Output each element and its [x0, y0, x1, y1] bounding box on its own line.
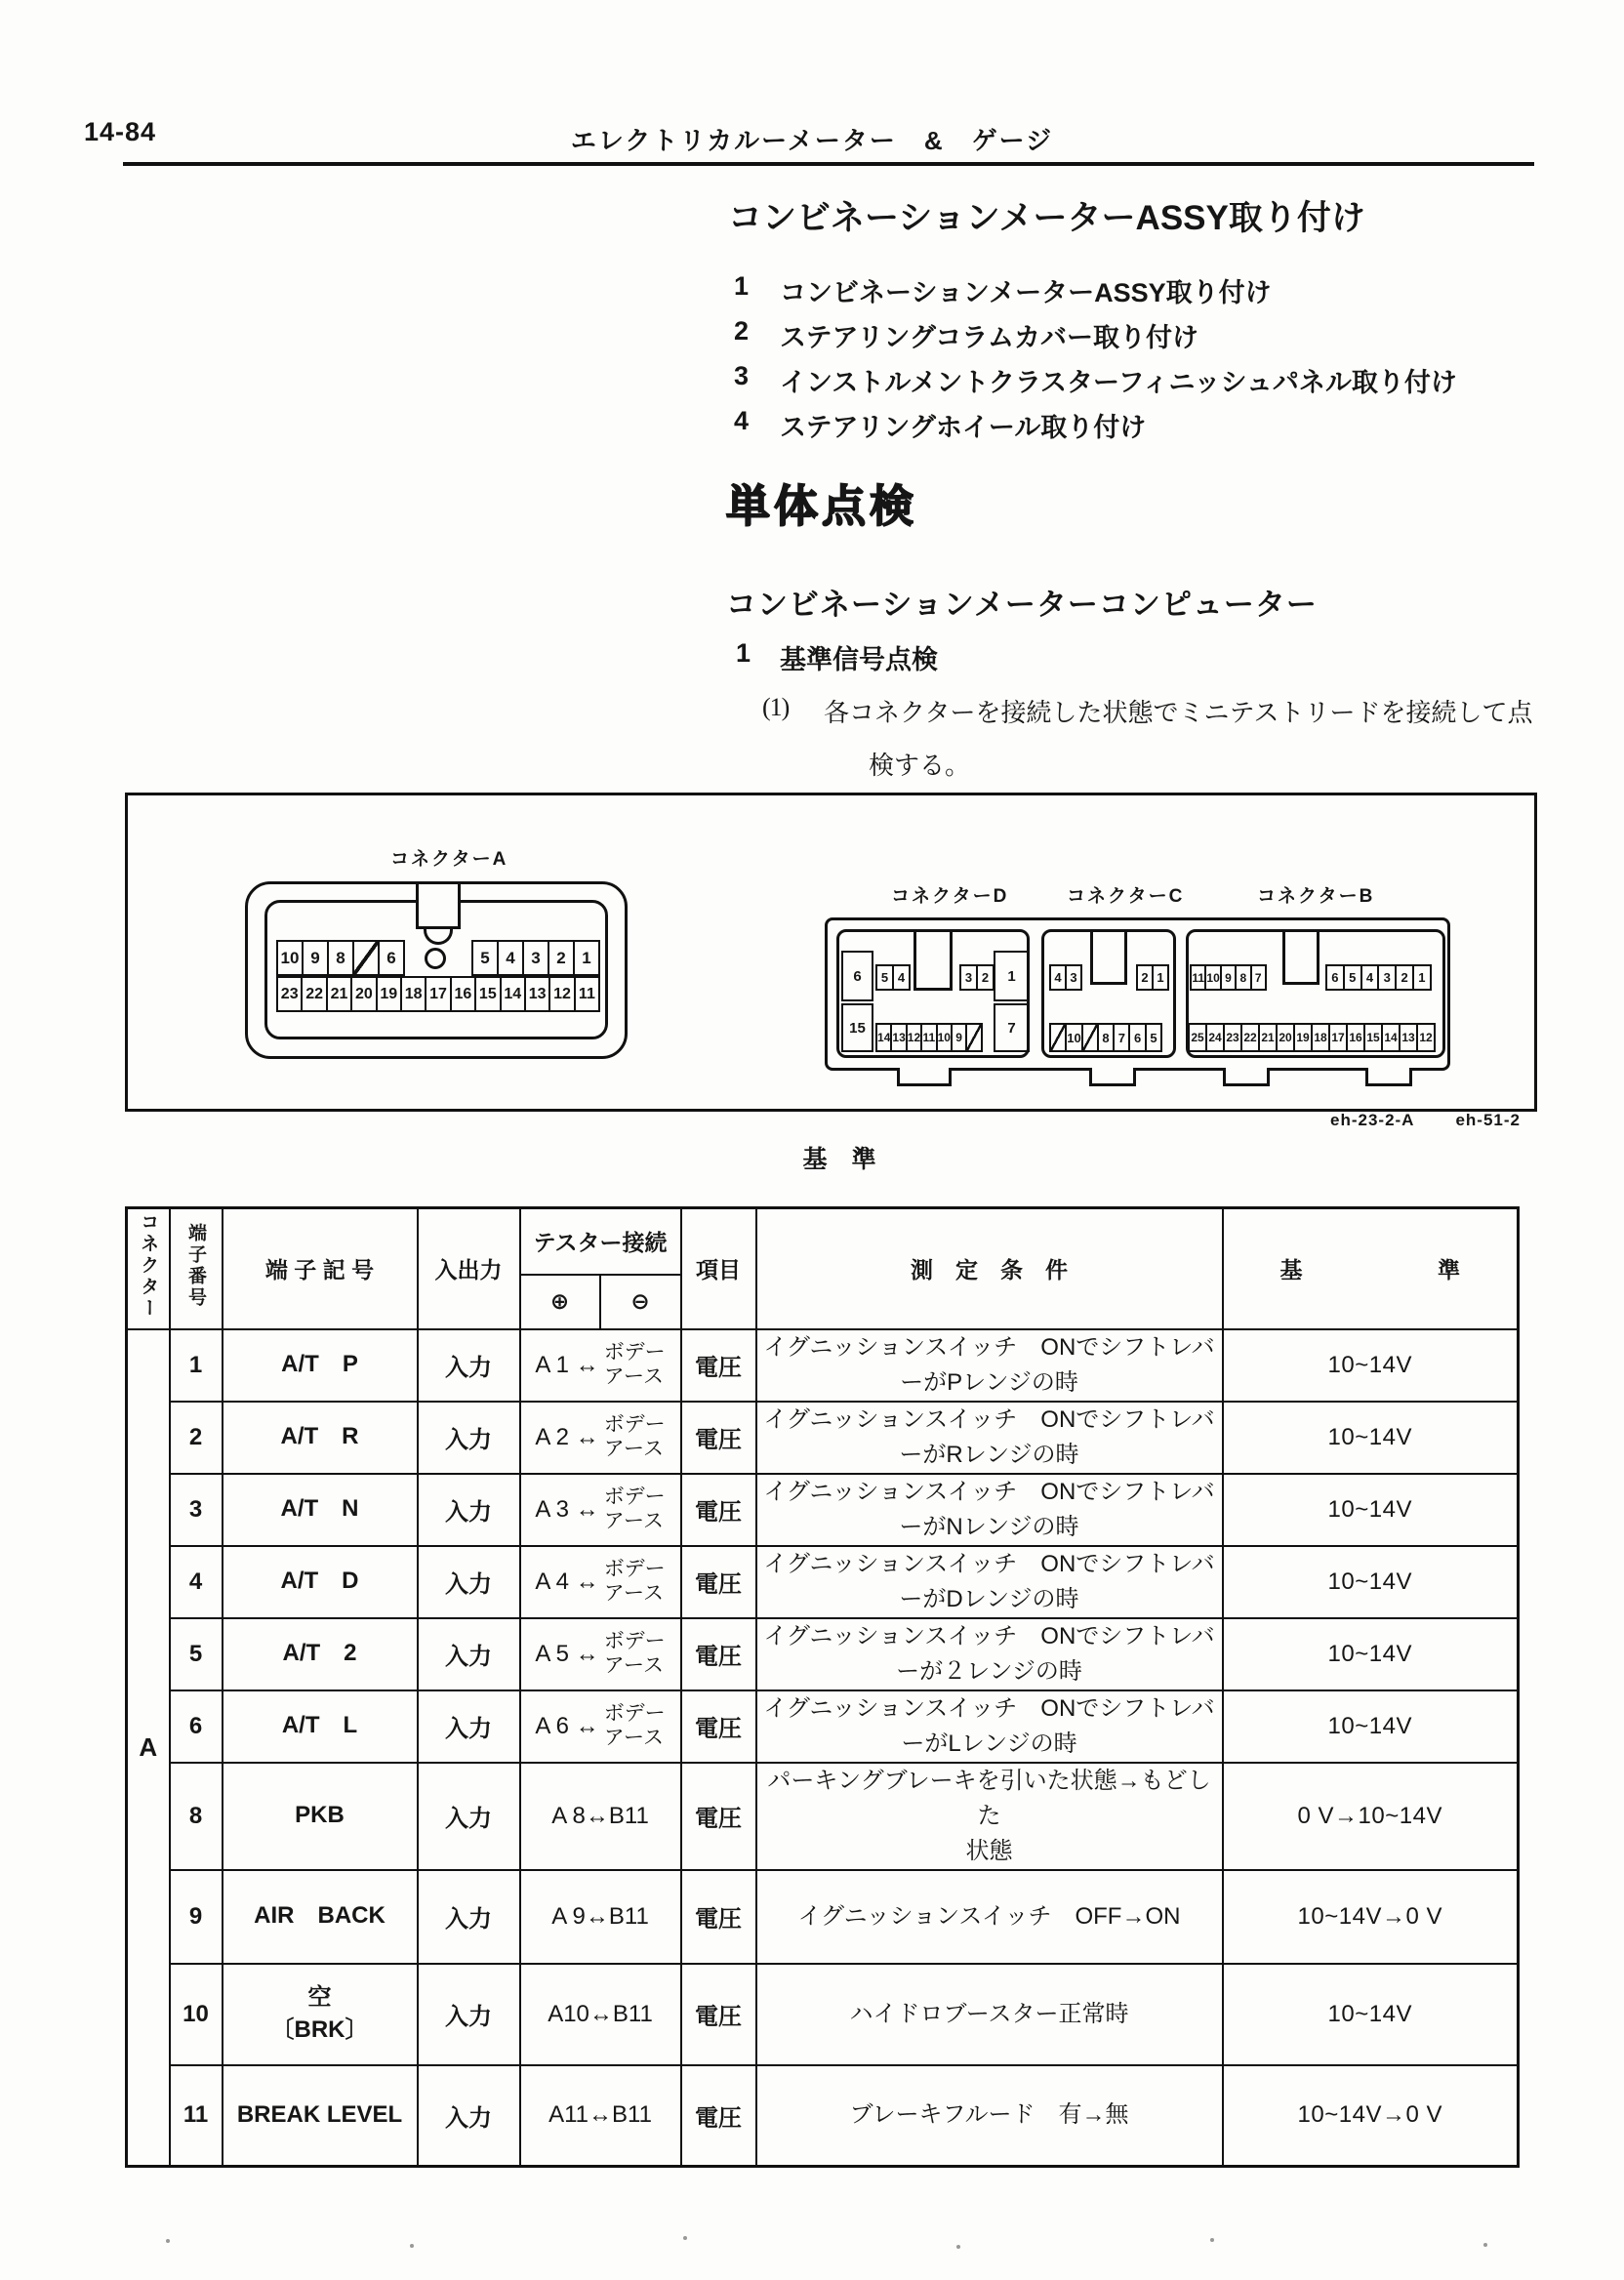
- connector-d-pins-bottom: [875, 1023, 983, 1052]
- tester-ground-line: アース: [603, 1509, 665, 1532]
- col-header-connector-text: コネクター: [138, 1211, 159, 1320]
- shell-foot: [1365, 1068, 1412, 1086]
- tester-left: A 6 ↔: [535, 1712, 599, 1739]
- col-header-terminal-symbol: 端 子 記 号: [223, 1208, 418, 1329]
- measurement-condition-cell: [756, 1763, 1223, 1870]
- item-cell: 電圧: [681, 1402, 756, 1474]
- pin-11: 11: [1190, 964, 1206, 991]
- io-cell: 入力: [418, 1618, 520, 1690]
- standard-value-cell: 10~14V: [1223, 1690, 1519, 1763]
- measurement-condition-cell: [756, 1402, 1223, 1474]
- table-row-terminal-11: [127, 2065, 1519, 2167]
- unit-inspection-heading: 単体点検: [726, 481, 918, 531]
- tester-connection-cell: A11↔B11: [520, 2065, 681, 2167]
- pin-19: 19: [1293, 1023, 1313, 1052]
- connector-d-latch: [914, 932, 953, 991]
- col-header-standard-left: 基: [1279, 1257, 1303, 1283]
- tester-ground-line: アース: [603, 1437, 665, 1460]
- pin-1: 1: [573, 940, 600, 976]
- tester-ground-stack: [604, 1702, 666, 1749]
- pin-3: 3: [1065, 964, 1082, 991]
- pin-8: 8: [1235, 964, 1251, 991]
- scan-speck: [683, 2236, 687, 2240]
- table-row-terminal-10: [127, 1964, 1519, 2065]
- condition-line: ーがPレンジの時: [900, 1368, 1078, 1396]
- pin-15: 15: [841, 1003, 873, 1052]
- connector-c-pins-top-left: [1049, 964, 1082, 991]
- standard-value-cell: 10~14V: [1223, 1618, 1519, 1690]
- connector-c-label: コネクターC: [1067, 886, 1185, 907]
- step-number: 2: [734, 316, 750, 346]
- tester-ground-line: ボデー: [603, 1413, 666, 1437]
- io-cell: 入力: [418, 2065, 520, 2167]
- shell-foot: [897, 1068, 952, 1086]
- pin-18: 18: [1311, 1023, 1330, 1052]
- connector-d-pins-top-left: [875, 964, 911, 991]
- pin-6: 6: [378, 940, 405, 976]
- condition-line: ーが２レンジの時: [896, 1657, 1082, 1685]
- connector-a-label: コネクターA: [390, 849, 508, 870]
- item-cell: 電圧: [681, 1546, 756, 1618]
- standard-value-cell: 10~14V: [1223, 1546, 1519, 1618]
- pin-9: 9: [951, 1023, 967, 1052]
- pin-3: 3: [522, 940, 549, 976]
- pin-5: 5: [875, 964, 894, 991]
- io-cell: 入力: [418, 1870, 520, 1964]
- pin-8: 8: [327, 940, 354, 976]
- step-label: ステアリングホイール取り付け: [780, 413, 1147, 442]
- connector-a-pins-bottom: [276, 976, 600, 1012]
- tester-ground-line: アース: [603, 1726, 665, 1749]
- col-header-terminal-no: [170, 1208, 223, 1329]
- standard-value-cell: 10~14V: [1223, 1964, 1519, 2065]
- table-row-terminal-5: [127, 1618, 1519, 1690]
- terminal-number-cell: 11: [170, 2065, 223, 2167]
- connector-d-label: コネクターD: [891, 886, 1009, 907]
- figure-code: [1128, 1111, 1521, 1130]
- terminal-number-cell: 6: [170, 1690, 223, 1763]
- pin-20: 20: [1276, 1023, 1295, 1052]
- condition-line: ーがDレンジの時: [899, 1585, 1079, 1612]
- condition-line: イグニッションスイッチ ONでシフトレバ: [763, 1694, 1215, 1722]
- assembly-step-3: [734, 361, 1457, 406]
- pin-blank: [965, 1023, 982, 1052]
- condition-line: ブレーキフルード 有→無: [849, 2101, 1129, 2129]
- connector-b-pins-top-left: [1190, 964, 1267, 991]
- pin-1: 1: [1152, 964, 1169, 991]
- step-number: 1: [734, 271, 750, 301]
- col-header-connector: [127, 1208, 170, 1329]
- pin-16: 16: [450, 976, 476, 1012]
- pin-7: 7: [1113, 1023, 1130, 1052]
- tester-connection: [521, 1341, 680, 1388]
- tester-ground-line: ボデー: [603, 1702, 666, 1726]
- assembly-step-2: [734, 316, 1457, 361]
- condition-line: パーキングブレーキを引いた状態→もどした: [767, 1767, 1211, 1829]
- connector-c-pins-bottom: [1049, 1023, 1162, 1052]
- figure-code-1: eh-23-2-A: [1330, 1111, 1415, 1129]
- pin-2: 2: [1136, 964, 1154, 991]
- pin-12: 12: [548, 976, 575, 1012]
- condition-line: イグニッションスイッチ OFF→ON: [797, 1902, 1181, 1930]
- step-label: ステアリングコラムカバー取り付け: [780, 323, 1199, 352]
- pin-18: 18: [400, 976, 426, 1012]
- pin-7: 7: [1250, 964, 1267, 991]
- connector-c-latch: [1090, 932, 1127, 985]
- item-cell: 電圧: [681, 1474, 756, 1546]
- pin-6: 6: [1128, 1023, 1146, 1052]
- shell-foot: [1089, 1068, 1136, 1086]
- terminal-number-cell: 5: [170, 1618, 223, 1690]
- terminal-symbol-cell: A/T L: [223, 1690, 418, 1763]
- pin-11: 11: [574, 976, 600, 1012]
- tester-ground-line: アース: [603, 1364, 665, 1388]
- pin-9: 9: [302, 940, 329, 976]
- terminal-symbol-line: 〔BRK〕: [270, 2015, 369, 2043]
- standard-value-cell: 10~14V: [1223, 1329, 1519, 1402]
- tester-connection-cell: [520, 1474, 681, 1546]
- table-row-terminal-9: [127, 1870, 1519, 1964]
- connector-b-label: コネクターB: [1257, 886, 1375, 907]
- figure-code-2: eh-51-2: [1455, 1111, 1521, 1129]
- scan-speck: [166, 2239, 170, 2243]
- connector-b-pins-top-right: [1325, 964, 1432, 991]
- col-header-standard: [1223, 1208, 1519, 1329]
- terminal-symbol-cell: BREAK LEVEL: [223, 2065, 418, 2167]
- pin-10: 10: [936, 1023, 953, 1052]
- tester-left: A 1 ↔: [535, 1351, 599, 1378]
- pin-13: 13: [524, 976, 550, 1012]
- io-cell: 入力: [418, 1329, 520, 1402]
- io-cell: 入力: [418, 1402, 520, 1474]
- terminal-number-cell: 2: [170, 1402, 223, 1474]
- pin-4: 4: [1360, 964, 1380, 991]
- terminal-symbol-cell: A/T N: [223, 1474, 418, 1546]
- substep-number: (1): [762, 693, 790, 721]
- terminal-symbol-cell: A/T R: [223, 1402, 418, 1474]
- tester-ground-stack: [604, 1486, 666, 1532]
- connector-a-guide-hole: [425, 948, 446, 969]
- item-cell: 電圧: [681, 1870, 756, 1964]
- connector-b-pins-bottom: [1188, 1023, 1436, 1052]
- io-cell: 入力: [418, 1763, 520, 1870]
- measurement-condition-cell: [756, 1870, 1223, 1964]
- tester-ground-stack: [604, 1630, 666, 1677]
- table-row-terminal-8: [127, 1763, 1519, 1870]
- measurement-condition-cell: [756, 2065, 1223, 2167]
- item-cell: 電圧: [681, 2065, 756, 2167]
- terminal-number-cell: 1: [170, 1329, 223, 1402]
- tester-connection-cell: A 8↔B11: [520, 1763, 681, 1870]
- tester-connection-cell: [520, 1402, 681, 1474]
- condition-line: ーがRレンジの時: [899, 1441, 1079, 1468]
- standard-value-cell: 10~14V: [1223, 1402, 1519, 1474]
- standard-value-cell: 10~14V→0 V: [1223, 2065, 1519, 2167]
- pin-2: 2: [1395, 964, 1414, 991]
- connector-a-latch: [416, 884, 461, 929]
- pin-10: 10: [1065, 1023, 1082, 1052]
- item-cell: 電圧: [681, 1763, 756, 1870]
- pin-12: 12: [1416, 1023, 1436, 1052]
- tester-ground-stack: [604, 1413, 666, 1460]
- item-cell: 電圧: [681, 1618, 756, 1690]
- tester-connection-cell: A10↔B11: [520, 1964, 681, 2065]
- pin-blank: [352, 940, 380, 976]
- pin-4: 4: [497, 940, 524, 976]
- pin-24: 24: [1205, 1023, 1225, 1052]
- step-label: インストルメントクラスターフィニッシュパネル取り付け: [780, 368, 1457, 397]
- terminal-symbol-cell: A/T P: [223, 1329, 418, 1402]
- table-row-terminal-1: [127, 1329, 1519, 1402]
- assembly-step-list: [734, 271, 1457, 451]
- condition-line: ーがNレンジの時: [899, 1513, 1079, 1540]
- connector-diagram-figure: [125, 793, 1537, 1112]
- terminal-number-cell: 3: [170, 1474, 223, 1546]
- tester-connection: [521, 1413, 680, 1460]
- pin-10: 10: [276, 940, 304, 976]
- measurement-condition-cell: [756, 1546, 1223, 1618]
- step-number: 3: [734, 361, 750, 390]
- tester-minus-icon: ⊖: [600, 1275, 681, 1329]
- pin-1: 1: [1412, 964, 1432, 991]
- col-header-item: 項目: [681, 1208, 756, 1329]
- step-label: コンビネーションメーターASSY取り付け: [780, 278, 1272, 307]
- inspection-step: [736, 638, 938, 676]
- condition-line: ハイドロブースター正常時: [849, 2000, 1129, 2027]
- pin-12: 12: [906, 1023, 922, 1052]
- step-number: 4: [734, 406, 750, 435]
- connector-a-pins-top-right: [471, 940, 600, 976]
- terminal-number-cell: 10: [170, 1964, 223, 2065]
- pin-15: 15: [1363, 1023, 1383, 1052]
- tester-plus-icon: ⊕: [520, 1275, 600, 1329]
- pin-10: 10: [1204, 964, 1221, 991]
- tester-ground-line: ボデー: [603, 1486, 666, 1509]
- connector-group-cell: A: [127, 1329, 170, 2167]
- tester-ground-line: ボデー: [603, 1341, 666, 1364]
- measurement-condition-cell: [756, 1329, 1223, 1402]
- terminal-symbol-cell: A/T D: [223, 1546, 418, 1618]
- io-cell: 入力: [418, 1474, 520, 1546]
- substep-text-line2: 検する。: [869, 752, 971, 780]
- pin-16: 16: [1346, 1023, 1365, 1052]
- tester-connection: [521, 1630, 680, 1677]
- col-header-condition: 測 定 条 件: [756, 1208, 1223, 1329]
- inspection-step-number: 1: [736, 638, 751, 668]
- pin-22: 22: [301, 976, 327, 1012]
- tester-left: A 2 ↔: [535, 1423, 599, 1450]
- connector-d-pins-top-right: [959, 964, 995, 991]
- item-cell: 電圧: [681, 1690, 756, 1763]
- pin-19: 19: [376, 976, 402, 1012]
- pin-13: 13: [1399, 1023, 1418, 1052]
- tester-connection-cell: [520, 1690, 681, 1763]
- tester-left: A 3 ↔: [535, 1495, 599, 1523]
- measurement-condition-cell: [756, 1474, 1223, 1546]
- chapter-header: エレクトリカルーメーター & ゲージ: [570, 126, 1054, 155]
- pin-6: 6: [841, 951, 873, 1001]
- pin-23: 23: [1223, 1023, 1242, 1052]
- measurement-condition-cell: [756, 1964, 1223, 2065]
- tester-connection-cell: [520, 1618, 681, 1690]
- pin-20: 20: [350, 976, 377, 1012]
- item-cell: 電圧: [681, 1329, 756, 1402]
- header-rule: [123, 162, 1534, 166]
- tester-left: A 5 ↔: [535, 1640, 599, 1667]
- pin-14: 14: [875, 1023, 892, 1052]
- table-row-terminal-4: [127, 1546, 1519, 1618]
- table-row-terminal-3: [127, 1474, 1519, 1546]
- standard-value-cell: 10~14V→0 V: [1223, 1870, 1519, 1964]
- substep-text-line1: 各コネクターを接続した状態でミニテストリードを接続して点: [824, 699, 1533, 727]
- scan-speck: [1483, 2243, 1487, 2247]
- standard-value-cell: 0 V→10~14V: [1223, 1763, 1519, 1870]
- pin-17: 17: [1328, 1023, 1348, 1052]
- pin-21: 21: [1258, 1023, 1278, 1052]
- tester-connection: [521, 1486, 680, 1532]
- condition-line: 状態: [965, 1837, 1013, 1864]
- table-row-terminal-6: [127, 1690, 1519, 1763]
- col-header-standard-right: 準: [1438, 1257, 1460, 1283]
- pin-3: 3: [1377, 964, 1397, 991]
- inspection-substep: [762, 693, 1532, 729]
- terminal-symbol-cell: [223, 1964, 418, 2065]
- pin-25: 25: [1188, 1023, 1207, 1052]
- tester-ground-line: アース: [603, 1581, 665, 1605]
- shell-foot: [1223, 1068, 1270, 1086]
- measurement-condition-cell: [756, 1618, 1223, 1690]
- pin-21: 21: [326, 976, 352, 1012]
- terminal-symbol-line: 空: [307, 1984, 332, 2012]
- condition-line: イグニッションスイッチ ONでシフトレバ: [763, 1550, 1215, 1577]
- connector-b-latch: [1282, 932, 1320, 985]
- pin-4: 4: [1049, 964, 1067, 991]
- pin-9: 9: [1220, 964, 1237, 991]
- condition-line: イグニッションスイッチ ONでシフトレバ: [763, 1333, 1215, 1361]
- pin-5: 5: [1145, 1023, 1162, 1052]
- io-cell: 入力: [418, 1690, 520, 1763]
- pin-4: 4: [892, 964, 911, 991]
- pin-2: 2: [976, 964, 995, 991]
- pin-23: 23: [276, 976, 303, 1012]
- pin-15: 15: [474, 976, 501, 1012]
- tester-connection-cell: [520, 1546, 681, 1618]
- scan-speck: [1210, 2238, 1214, 2242]
- terminal-symbol-cell: A/T 2: [223, 1618, 418, 1690]
- pin-11: 11: [920, 1023, 937, 1052]
- condition-line: イグニッションスイッチ ONでシフトレバ: [763, 1622, 1215, 1649]
- pin-6: 6: [1325, 964, 1345, 991]
- scan-speck: [410, 2244, 414, 2248]
- terminal-number-cell: 9: [170, 1870, 223, 1964]
- assembly-step-4: [734, 406, 1457, 451]
- tester-connection-cell: [520, 1329, 681, 1402]
- pin-2: 2: [548, 940, 575, 976]
- tester-connection: [521, 1702, 680, 1749]
- pin-14: 14: [500, 976, 526, 1012]
- pin-5: 5: [471, 940, 499, 976]
- item-cell: 電圧: [681, 1964, 756, 2065]
- pin-1: 1: [994, 951, 1030, 1001]
- pin-17: 17: [425, 976, 451, 1012]
- pin-22: 22: [1240, 1023, 1260, 1052]
- inspection-step-title: 基準信号点検: [780, 645, 938, 674]
- page-number: 14-84: [84, 117, 157, 146]
- table-row-terminal-2: [127, 1402, 1519, 1474]
- reference-signal-table: [125, 1206, 1520, 2168]
- pin-8: 8: [1097, 1023, 1115, 1052]
- assembly-step-1: [734, 271, 1457, 316]
- pin-7: 7: [994, 1003, 1030, 1052]
- tester-left: A 4 ↔: [535, 1568, 599, 1595]
- col-header-tester: テスター接続: [520, 1208, 681, 1275]
- col-header-io: 入出力: [418, 1208, 520, 1329]
- tester-connection: [521, 1558, 680, 1605]
- terminal-number-cell: 4: [170, 1546, 223, 1618]
- pin-3: 3: [959, 964, 978, 991]
- pin-13: 13: [890, 1023, 907, 1052]
- condition-line: イグニッションスイッチ ONでシフトレバ: [763, 1405, 1215, 1433]
- scan-speck: [956, 2245, 960, 2249]
- tester-connection-cell: A 9↔B11: [520, 1870, 681, 1964]
- pin-5: 5: [1343, 964, 1362, 991]
- tester-ground-stack: [604, 1558, 666, 1605]
- io-cell: 入力: [418, 1546, 520, 1618]
- table-caption: 基 準: [802, 1146, 876, 1173]
- condition-line: ーがLレンジの時: [901, 1730, 1077, 1757]
- connector-a-pins-top-left: [276, 940, 405, 976]
- terminal-symbol-cell: PKB: [223, 1763, 418, 1870]
- col-header-terminal-no-text: 端子番号: [185, 1222, 206, 1309]
- tester-ground-line: アース: [603, 1653, 665, 1677]
- io-cell: 入力: [418, 1964, 520, 2065]
- terminal-number-cell: 8: [170, 1763, 223, 1870]
- condition-line: イグニッションスイッチ ONでシフトレバ: [763, 1478, 1215, 1505]
- tester-ground-line: ボデー: [603, 1630, 666, 1653]
- tester-ground-line: ボデー: [603, 1558, 666, 1581]
- computer-subheading: コンビネーションメーターコンピューター: [726, 588, 1318, 622]
- assembly-title: コンビネーションメーターASSY取り付け: [728, 199, 1365, 237]
- pin-14: 14: [1381, 1023, 1401, 1052]
- standard-value-cell: 10~14V: [1223, 1474, 1519, 1546]
- terminal-symbol-cell: AIR BACK: [223, 1870, 418, 1964]
- connector-c-pins-top-right: [1136, 964, 1169, 991]
- measurement-condition-cell: [756, 1690, 1223, 1763]
- tester-ground-stack: [604, 1341, 666, 1388]
